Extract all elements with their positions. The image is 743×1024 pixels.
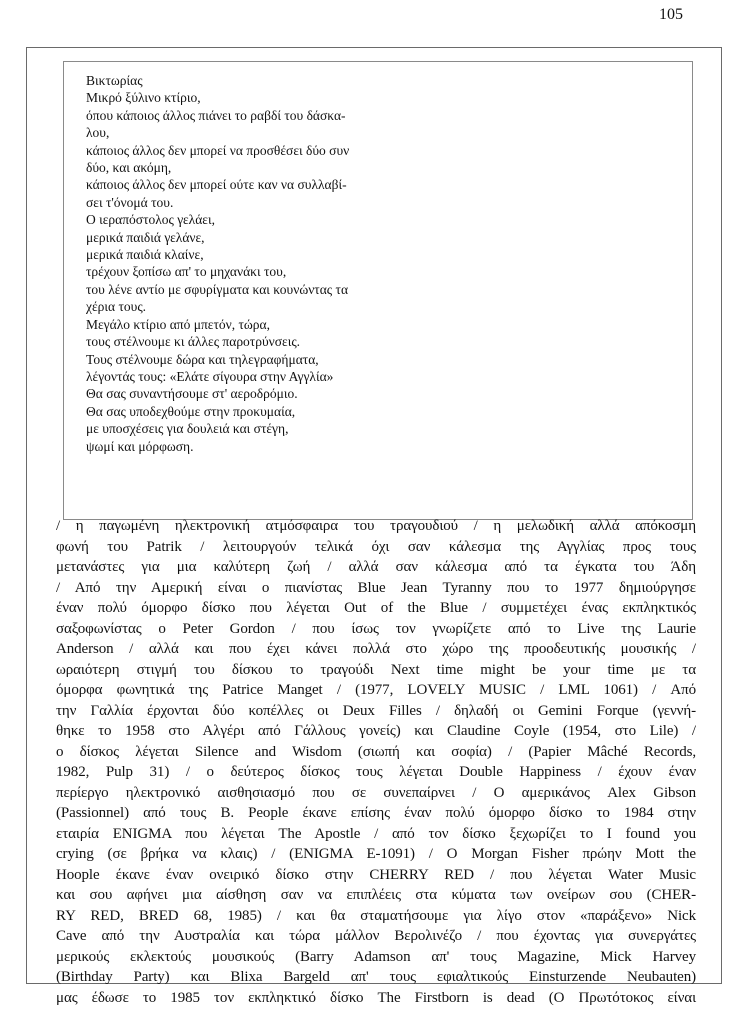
poem-line: δύο, και ακόμη, — [86, 160, 172, 176]
body-line: Cave από την Αυστραλία και τώρα μάλλον Βερολινέζο / που έχοντας για συνεργάτες — [56, 928, 696, 944]
body-line: / Από την Αμερική είναι ο πιανίστας Blue Jean Tyranny που το 1977 δημιούργησε — [56, 579, 696, 596]
body-line: RY RED, BRED 68, 1985) / και θα σταματήσουμε για λίγο στον «παράξενο» Nick — [56, 907, 696, 924]
poem-line: λου, — [86, 125, 110, 141]
body-line: (Birthday Party) και Blixa Bargeld απ' τους εφιαλτικούς Einsturzende Neubauten) — [56, 969, 696, 985]
body-line: ο δίσκος λέγεται Silence and Wisdom (σιωπή και σοφία) / (Papier Mâché Records, — [56, 743, 696, 760]
poem-line: Θα σας υποδεχθούμε στην προκυμαία, — [86, 403, 296, 419]
body-line: μετανάστες για μια καλύτερη ζωή / αλλά σαν κάλεσμα από τα έγκατα του Άδη — [56, 559, 696, 575]
body-line: crying (σε βρήκα να κλαις) / (ENIGMA E-1091) / Ο Morgan Fisher πρώην Mott the — [56, 846, 696, 862]
body-line: σαξοφωνίστας ο Peter Gordon / που ίσως τον γνωρίζετε από το Live της Laurie — [56, 620, 696, 637]
body-line: θηκε το 1958 στο Αλγέρι από Γάλλους γονείς) και Claudine Coyle (1954, στο Lile) / — [56, 723, 696, 739]
poem-line: Μεγάλο κτίριο από μπετόν, τώρα, — [86, 316, 270, 332]
poem-line: κάποιος άλλος δεν μπορεί να προσθέσει δύο συν — [86, 142, 350, 158]
poem-line: Τους στέλνουμε δώρα και τηλεγραφήματα, — [86, 351, 319, 367]
poem-line: Μικρό ξύλινο κτίριο, — [86, 90, 201, 106]
page-frame — [26, 47, 722, 1006]
poem-line: Ο ιεραπόστολος γελάει, — [86, 212, 215, 228]
body-line: την Γαλλία έρχονται δύο κοπέλλες οι Deux Filles / δηλαδή οι Gemini Forque (γεννή- — [56, 702, 696, 719]
poem-line: Βικτωρίας — [86, 73, 143, 88]
poem-line: τους στέλνουμε κι άλλες παροτρύνσεις. — [86, 334, 301, 350]
poem-text — [86, 72, 349, 455]
body-line: έναν πολύ όμορφο δίσκο που λέγεται Out of the Blue / συμμετέχει ένας εκπληκτικός — [56, 600, 696, 616]
poem-line: μερικά παιδιά κλαίνε, — [86, 247, 204, 263]
poem-line: του λένε αντίο με σφυρίγματα και κουνώντας τα — [86, 281, 349, 297]
poem-line: τρέχουν ξοπίσω απ' το μηχανάκι του, — [86, 264, 287, 280]
body-line: όμορφα φωνητικά της Patrice Manget / (1977, LOVELY MUSIC / LML 1061) / Από — [56, 682, 696, 698]
poem-line: όπου κάποιος άλλος πιάνει το ραβδί του δάσκα- — [86, 107, 346, 123]
poem-box — [63, 61, 693, 520]
body-line: μας έδωσε το 1985 τον εκπληκτικό δίσκο The Firstborn is dead (Ο Πρωτότοκος είναι — [56, 989, 696, 1006]
page-number: 105 — [659, 6, 683, 23]
body-line: ωραιότερη στιγμή του δίσκου το τραγούδι Next time might be your time με τα — [56, 661, 696, 678]
body-line: / η παγωμένη ηλεκτρονική ατμόσφαιρα του τραγουδιού / η μελωδική αλλά απόκοσμη — [56, 518, 696, 534]
body-line: περίεργο ηλεκτρονικό αισθησιασμό που σε συνεπαίρνει / Ο αμερικάνος Alex Gibson — [56, 784, 696, 801]
body-text — [56, 516, 696, 1008]
body-line: μερικούς εκλεκτούς μουσικούς (Barry Adamson απ' τους Magazine, Mick Harvey — [56, 948, 696, 965]
poem-line: σει τ'όνομά του. — [86, 194, 174, 210]
poem-line: με υποσχέσεις για δουλειά και στέγη, — [86, 421, 289, 437]
poem-line: λέγοντάς τους: «Ελάτε σίγουρα στην Αγγλία» — [86, 368, 334, 384]
body-line: (Passionnel) από τους B. People έκανε επίσης έναν πολύ όμορφο δίσκο το 1984 στην — [56, 805, 696, 821]
body-line: και σου αφήνει μια αίσθηση σαν να επιπλέεις στα κύματα των ονείρων σου (CHER- — [56, 887, 696, 903]
poem-line: ψωμί και μόρφωση. — [86, 438, 194, 454]
body-line: φωνή του Patrik / λειτουργούν τελικά όχι σαν κάλεσμα της Αγγλίας προς τους — [56, 538, 696, 555]
poem-line: μερικά παιδιά γελάνε, — [86, 229, 205, 245]
body-line: Anderson / αλλά και που έχει κάνει πολλά στο χώρο της προοδευτικής μουσικής / — [56, 641, 696, 657]
body-line: Hoople έκανε έναν ονειρικό δίσκο στην CHERRY RED / που λέγεται Water Music — [56, 866, 696, 883]
poem-line: Θα σας συναντήσουμε στ' αεροδρόμιο. — [86, 386, 298, 402]
body-line: 1982, Pulp 31) / ο δεύτερος δίσκος τους λέγεται Double Happiness / έχουν έναν — [56, 764, 696, 780]
poem-line: χέρια τους. — [86, 299, 147, 315]
body-line: εταιρία ENIGMA που λέγεται The Apostle / από τον δίσκο ξεχωρίζει το I found you — [56, 825, 696, 842]
poem-line: κάποιος άλλος δεν μπορεί ούτε καν να συλλαβί- — [86, 177, 347, 193]
